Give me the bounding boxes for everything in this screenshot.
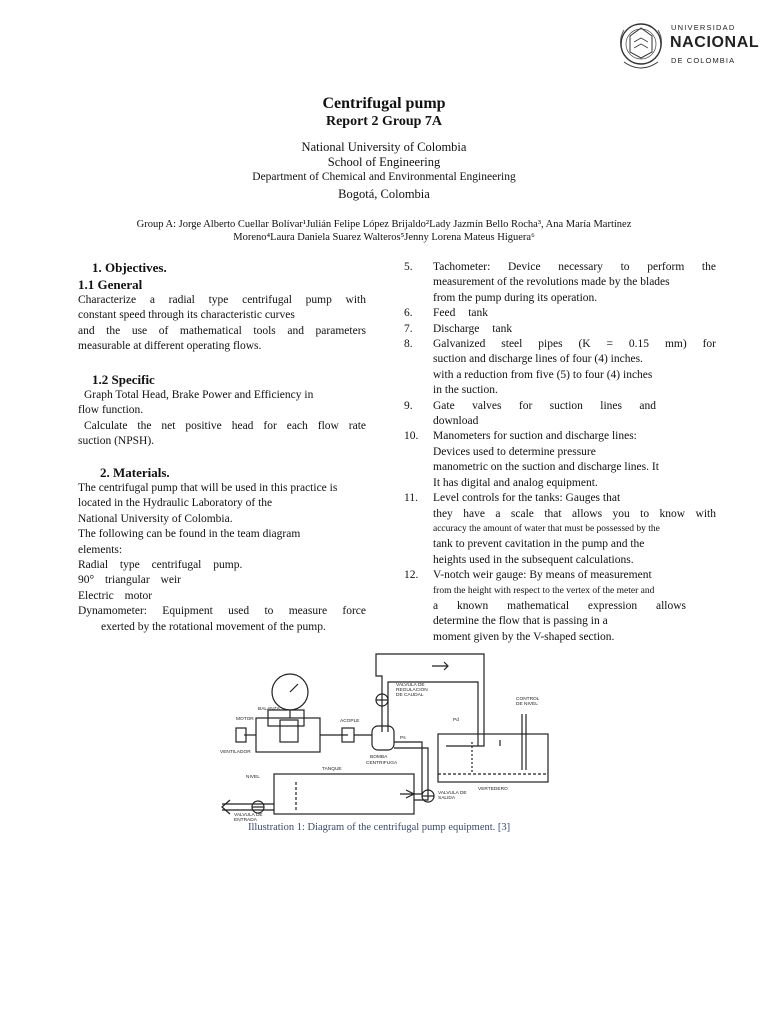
list-item-line: they have a scale that allows you to know with	[433, 507, 716, 520]
materials-line-1: The centrifugal pump that will be used in this practice is	[78, 481, 338, 494]
list-item	[404, 306, 716, 321]
label-valvula-reg-3: DE CAUDAL	[396, 693, 424, 698]
university-seal-icon	[618, 18, 664, 76]
materials-line-5: elements:	[78, 543, 123, 556]
label-tanque: TANQUE	[322, 767, 342, 772]
page-title: Centrifugal pump	[322, 95, 446, 112]
label-control-1: CONTROL	[516, 697, 540, 702]
list-item	[404, 399, 716, 430]
list-item-line: a known mathematical expression allows	[433, 599, 686, 612]
label-motor: MOTOR	[236, 717, 254, 722]
label-valvula-reg-2: REGULACION	[396, 688, 428, 693]
label-nivel: NIVEL	[246, 775, 260, 780]
list-item-number: 10.	[404, 430, 419, 443]
list-item-line: V-notch weir gauge: By means of measurement	[433, 569, 652, 582]
feed-tank	[274, 774, 414, 814]
list-item-number: 8.	[404, 338, 413, 351]
logo-line-3: DE COLOMBIA	[671, 56, 736, 65]
label-balanza: BALANZA	[258, 707, 280, 712]
label-valvula-reg-1: VALVULA DE	[396, 683, 425, 688]
list-item-line: from the height with respect to the vertex of the meter and	[433, 585, 655, 596]
materials-line-8: Electric motor	[78, 589, 153, 602]
list-item-line: determine the flow that is passing in a	[433, 615, 608, 628]
list-item-number: 12.	[404, 569, 419, 582]
affiliation-department: Department of Chemical and Environmental Engineering	[252, 171, 516, 183]
materials-line-4: The following can be found in the team diagram	[78, 528, 301, 541]
list-item-line: Discharge tank	[433, 322, 513, 335]
general-line-4: measurable at different operating flows.	[78, 340, 262, 353]
general-line-3: and the use of mathematical tools and parameters	[78, 324, 366, 337]
left-column	[78, 260, 366, 635]
list-item-line: in the suction.	[433, 384, 498, 397]
list-item-number: 5.	[404, 261, 413, 273]
affiliation-school: School of Engineering	[327, 155, 441, 169]
motor	[256, 718, 320, 752]
list-item	[404, 568, 716, 645]
discharge-tank	[438, 734, 548, 782]
list-item-line: measurement of the revolutions made by the blades	[433, 276, 670, 289]
label-ventilador: VENTILADOR	[220, 750, 251, 755]
list-item-line: Gate valves for suction lines and	[433, 399, 656, 412]
suction-pipe	[394, 742, 422, 794]
label-acople: ACOPLE	[340, 719, 360, 724]
logo-line-2: NACIONAL	[670, 34, 760, 51]
university-logo	[618, 18, 758, 78]
list-item-line: It has digital and analog equipment.	[433, 476, 598, 489]
materials-line-10: exerted by the rotational movement of the pump.	[101, 620, 326, 633]
materials-line-2: located in the Hydraulic Laboratory of the	[78, 497, 273, 510]
logo-line-1: UNIVERSIDAD	[671, 23, 736, 32]
pump-diagram	[200, 650, 570, 822]
label-ps: Ps	[400, 736, 406, 741]
list-item	[404, 429, 716, 491]
list-item-line: with a reduction from five (5) to four (4) inches	[433, 368, 653, 381]
list-item-number: 7.	[404, 322, 413, 335]
figure-caption: Illustration 1: Diagram of the centrifugal pump equipment. [3]	[248, 822, 511, 833]
list-item-line: Tachometer: Device necessary to perform the	[433, 261, 716, 273]
list-item-number: 11.	[404, 492, 418, 505]
label-control-2: DE NIVEL	[516, 702, 538, 707]
label-bomba-1: BOMBA	[370, 755, 388, 760]
materials-heading: 2. Materials.	[100, 465, 170, 481]
label-pd: Pd	[453, 718, 459, 723]
general-heading: 1.1 General	[78, 277, 143, 293]
list-item-line: Manometers for suction and discharge lines:	[433, 430, 637, 443]
list-item-line: Feed tank	[433, 307, 489, 320]
list-item-line: download	[433, 415, 479, 428]
objectives-heading: 1. Objectives.	[92, 260, 167, 275]
general-line-2: constant speed through its characteristic curves	[78, 309, 295, 322]
list-item	[404, 260, 716, 306]
list-item	[404, 337, 716, 399]
label-valvula-sal-2: SALIDA	[438, 796, 456, 801]
materials-line-3: National University of Colombia.	[78, 512, 233, 525]
list-item-line: moment given by the V-shaped section.	[433, 630, 615, 643]
specific-line-2: flow function.	[78, 404, 144, 417]
materials-line-9: Dynamometer: Equipment used to measure force	[78, 605, 366, 618]
affiliation-university: National University of Colombia	[301, 140, 467, 154]
specific-heading: 1.2 Specific	[92, 372, 155, 388]
materials-line-6: Radial type centrifugal pump.	[78, 558, 243, 571]
list-item-line: Level controls for the tanks: Gauges that	[433, 492, 621, 505]
list-item-line: heights used in the subsequent calculations.	[433, 553, 634, 566]
list-item-number: 6.	[404, 307, 413, 320]
list-item-line: from the pump during its operation.	[433, 291, 598, 304]
authors-line-2: Moreno⁴Laura Daniela Suarez Walteros⁵Jenny Lorena Mateus Higuera⁶	[233, 232, 535, 243]
label-valvula-ent-1: VALVULA DE	[234, 813, 263, 818]
list-item-line: Devices used to determine pressure	[433, 445, 596, 458]
label-valvula-sal-1: VALVULA DE	[438, 791, 467, 796]
right-column	[404, 260, 716, 645]
list-item-line: tank to prevent cavitation in the pump and the	[433, 538, 645, 551]
list-item-line: suction and discharge lines of four (4) inches.	[433, 353, 643, 366]
label-bomba-2: CENTRIFUGA	[366, 761, 398, 766]
discharge-pipe	[376, 654, 484, 746]
label-valvula-ent-2: ENTRADA	[234, 818, 257, 822]
list-item-line: Galvanized steel pipes (K = 0.15 mm) for	[433, 338, 716, 351]
page-subtitle: Report 2 Group 7A	[325, 114, 443, 129]
list-item-line: accuracy the amount of water that must be possessed by the	[433, 523, 660, 534]
centrifugal-pump	[372, 726, 394, 750]
authors-line-1: Group A: Jorge Alberto Cuellar Bolívar¹Julián Felipe López Brijaldo²Lady Jazmín Bello Rocha³, Ana María Martínez	[136, 219, 632, 230]
specific-line-3: Calculate the net positive head for each flow rate	[84, 419, 366, 432]
list-item-line: manometric on the suction and discharge lines. It	[433, 461, 659, 474]
label-vertedero: VERTEDERO	[478, 787, 508, 792]
list-item-number: 9.	[404, 399, 413, 412]
list-item	[404, 322, 716, 337]
specific-line-4: suction (NPSH).	[78, 435, 155, 448]
general-line-1: Characterize a radial type centrifugal pump with	[78, 293, 366, 306]
specific-line-1: Graph Total Head, Brake Power and Efficiency in	[84, 388, 314, 401]
materials-line-7: 90° triangular weir	[78, 574, 181, 587]
affiliation-city: Bogotá, Colombia	[338, 187, 430, 201]
list-item	[404, 491, 716, 568]
